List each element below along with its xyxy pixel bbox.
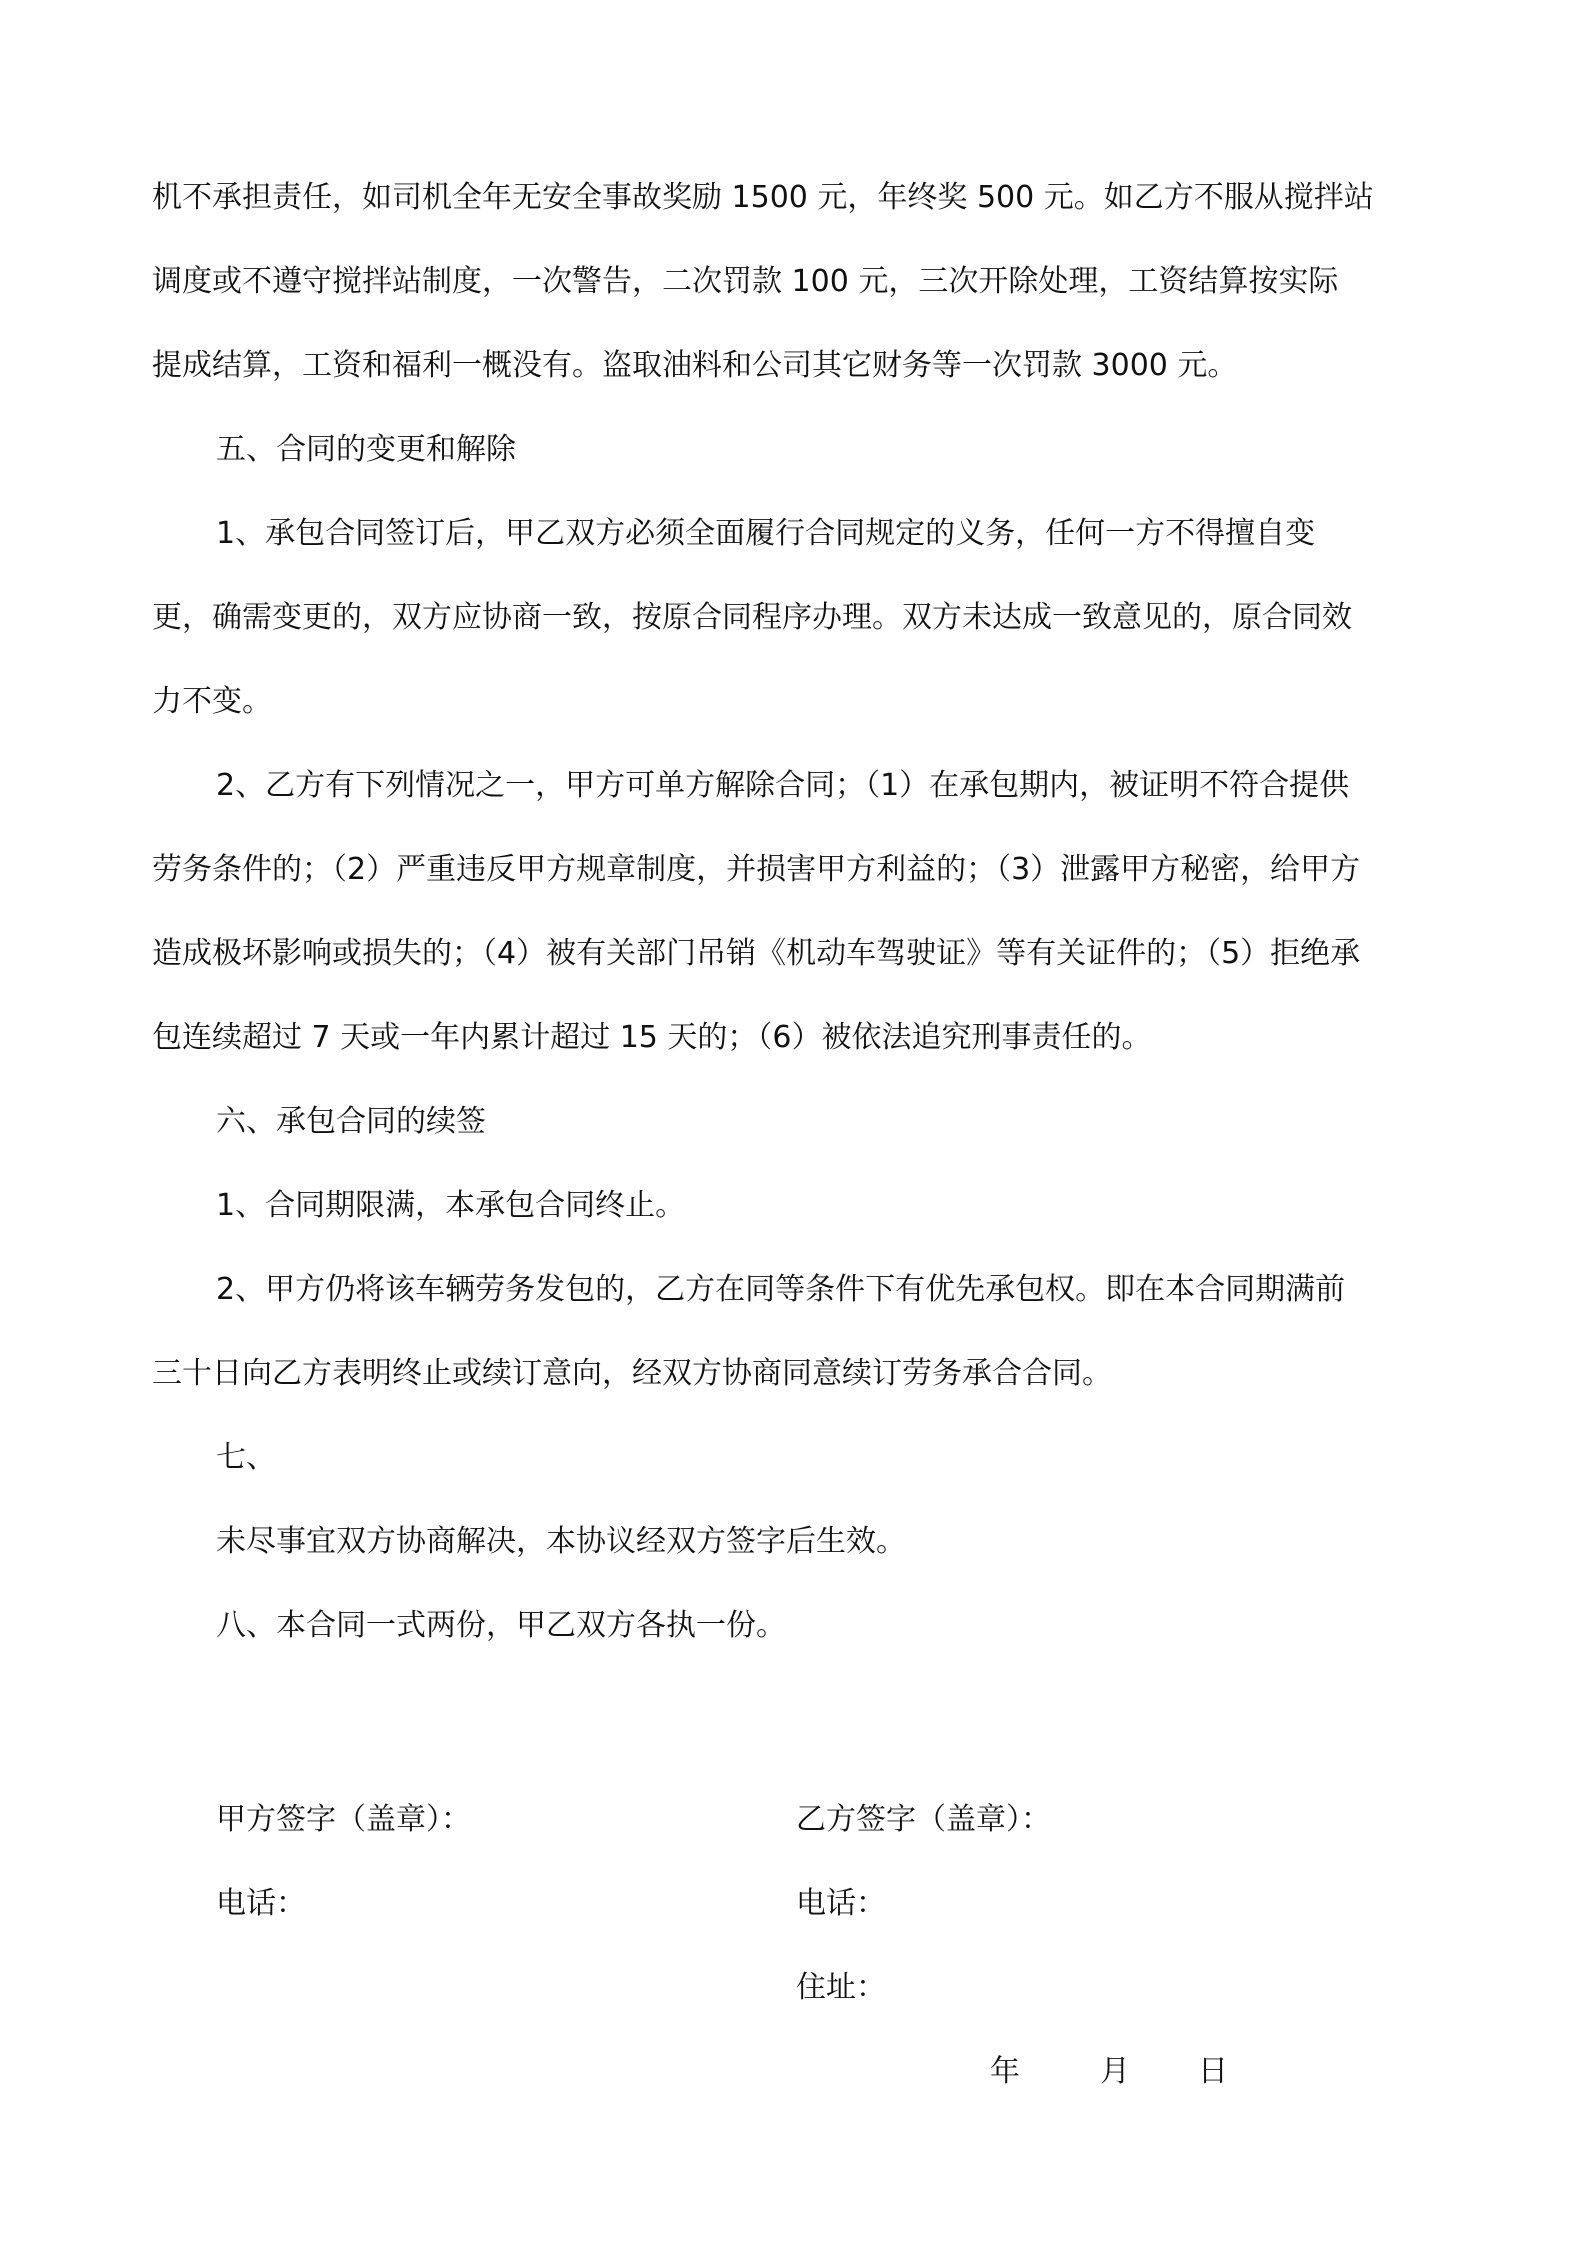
paragraph-line: 1、合同期限满，本承包合同终止。 — [216, 1188, 686, 1223]
paragraph-line: 三十日向乙方表明终止或续订意向，经双方协商同意续订劳务承合合同。 — [152, 1356, 1112, 1391]
section-heading: 七、 — [216, 1440, 276, 1475]
paragraph-line: 未尽事宜双方协商解决，本协议经双方签字后生效。 — [216, 1524, 906, 1559]
party-b-address-label: 住址： — [796, 1970, 886, 2005]
paragraph-line: 机不承担责任，如司机全年无安全事故奖励 1500 元，年终奖 500 元。如乙方不服从搅拌站 — [152, 180, 1374, 215]
section-heading: 八、本合同一式两份，甲乙双方各执一份。 — [216, 1608, 786, 1643]
party-b-signature-label: 乙方签字（盖章）： — [796, 1802, 1051, 1837]
paragraph-line: 2、乙方有下列情况之一，甲方可单方解除合同；（1）在承包期内，被证明不符合提供 — [216, 768, 1350, 803]
date-day-label: 日 — [1198, 2054, 1228, 2089]
paragraph-line: 力不变。 — [152, 684, 272, 719]
paragraph-line: 包连续超过 7 天或一年内累计超过 15 天的；（6）被依法追究刑事责任的。 — [152, 1020, 1152, 1055]
paragraph-line: 2、甲方仍将该车辆劳务发包的，乙方在同等条件下有优先承包权。即在本合同期满前 — [216, 1272, 1346, 1307]
contract-body — [152, 156, 1442, 1668]
party-a-phone-label: 电话： — [216, 1886, 306, 1921]
paragraph-line: 劳务条件的；（2）严重违反甲方规章制度，并损害甲方利益的；（3）泄露甲方秘密，给甲方 — [152, 852, 1361, 887]
party-a-signature-label: 甲方签字（盖章）： — [216, 1802, 471, 1837]
paragraph-line: 更，确需变更的，双方应协商一致，按原合同程序办理。双方未达成一致意见的，原合同效 — [152, 600, 1352, 635]
section-heading: 六、承包合同的续签 — [216, 1104, 486, 1139]
paragraph-line: 1、承包合同签订后，甲乙双方必须全面履行合同规定的义务，任何一方不得擅自变 — [216, 516, 1316, 551]
paragraph-line: 造成极坏影响或损失的；（4）被有关部门吊销《机动车驾驶证》等有关证件的；（5）拒绝承 — [152, 936, 1361, 971]
party-b-phone-label: 电话： — [796, 1886, 886, 1921]
section-heading: 五、合同的变更和解除 — [216, 432, 516, 467]
paragraph-line: 调度或不遵守搅拌站制度，一次警告，二次罚款 100 元，三次开除处理，工资结算按实际 — [152, 264, 1339, 299]
paragraph-line: 提成结算，工资和福利一概没有。盗取油料和公司其它财务等一次罚款 3000 元。 — [152, 348, 1238, 383]
date-year-label: 年 — [990, 2054, 1020, 2089]
date-month-label: 月 — [1100, 2054, 1130, 2089]
